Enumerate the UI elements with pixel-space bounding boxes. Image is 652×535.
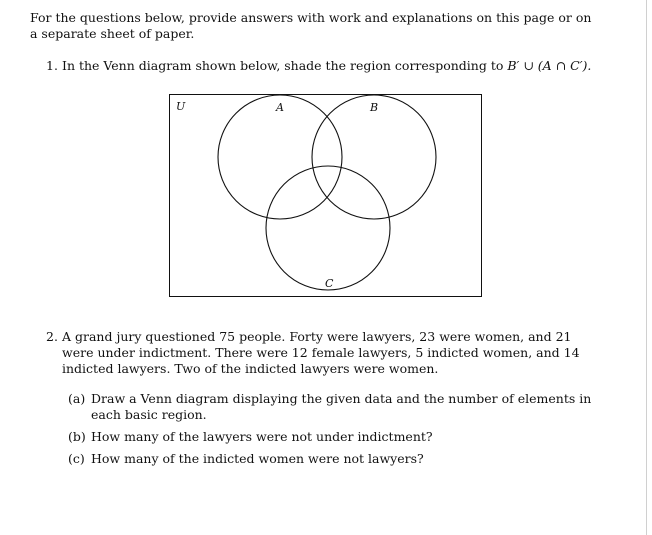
question-2-part-a — [68, 391, 598, 423]
question-2-part-c — [68, 451, 598, 467]
venn-diagram — [169, 94, 482, 297]
instructions-paragraph: For the questions below, provide answers with work and explanations on this page or on a separate sheet of paper. — [30, 10, 592, 41]
part-c-label: (c) — [68, 451, 85, 466]
set-expression: B′ ∪ (A ∩ C′). — [507, 58, 592, 73]
question-1-number: 1. — [46, 58, 58, 73]
question-2-part-b — [68, 429, 598, 445]
question-2-number: 2. — [46, 329, 58, 344]
part-b-label: (b) — [68, 429, 86, 444]
part-a-text: Draw a Venn diagram displaying the given data and the number of elements in each basic region. — [91, 391, 592, 422]
part-c-text: How many of the indicted women were not lawyers? — [91, 451, 424, 466]
part-b-text: How many of the lawyers were not under indictment? — [91, 429, 433, 444]
universe-label: U — [176, 100, 186, 113]
question-2 — [46, 329, 596, 377]
set-c-label: C — [325, 277, 334, 290]
part-a-label: (a) — [68, 391, 86, 406]
question-1-text: In the Venn diagram shown below, shade the region corresponding to — [62, 58, 504, 73]
set-b-label: B — [370, 101, 379, 114]
set-a-label: A — [276, 101, 284, 114]
question-1 — [46, 58, 606, 74]
set-c-circle — [266, 166, 390, 290]
question-2-text: A grand jury questioned 75 people. Forty were lawyers, 23 were women, and 21 were under indictment. There were 12 female lawyers, 5 indicted women, and 14 indicted lawyers. Two of the indicted lawyers were women. — [62, 329, 580, 376]
